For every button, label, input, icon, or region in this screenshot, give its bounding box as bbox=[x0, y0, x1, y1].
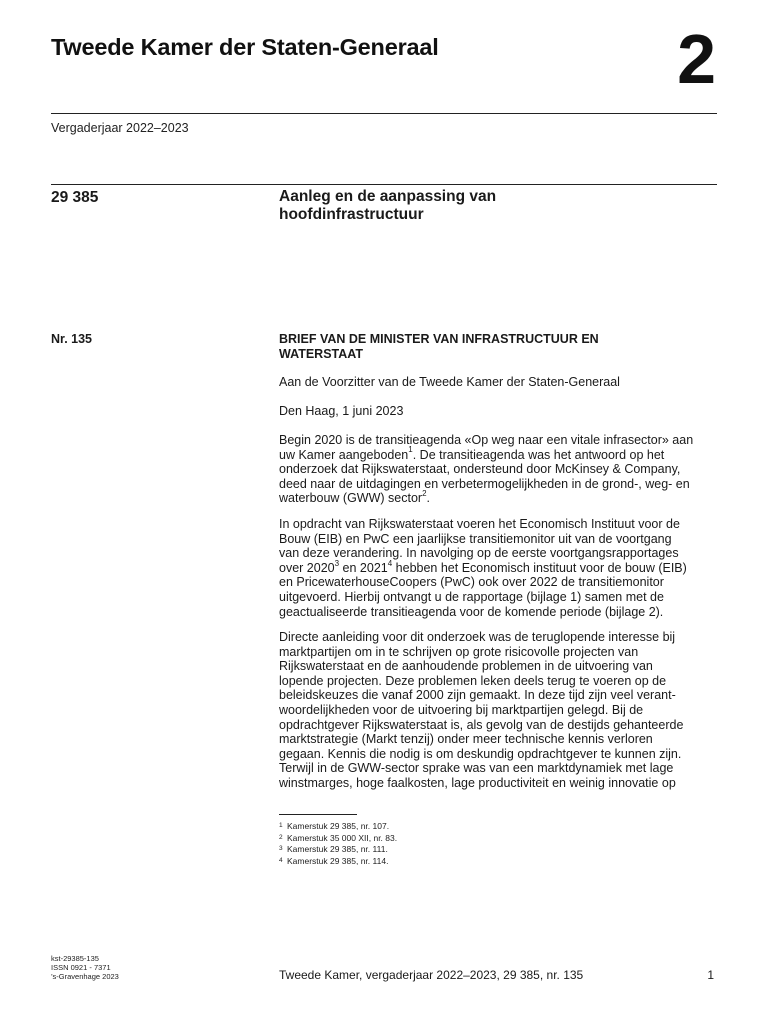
text-line: Directe aanleiding voor dit onderzoek was de teruglopende interesse bij bbox=[279, 630, 676, 644]
text-line bbox=[279, 558, 719, 576]
issn: ISSN 0921 - 7371 bbox=[51, 963, 111, 972]
footnote-divider bbox=[279, 814, 357, 815]
footnote-text: Kamerstuk 35 000 XII, nr. 83. bbox=[287, 832, 398, 843]
footer-reference: Tweede Kamer, vergaderjaar 2022–2023, 29 385, nr. 135 bbox=[279, 968, 584, 982]
footnote bbox=[279, 833, 397, 845]
kst-id: kst-29385-135 bbox=[51, 954, 99, 963]
text-line bbox=[279, 491, 719, 506]
dossier-title-line: hoofdinfrastructuur bbox=[279, 206, 424, 223]
text-line: woordelijkheden voor de uitvoering bij marktpartijen gelegd. Bij de bbox=[279, 702, 644, 717]
text-line: opdrachtgever Rijkswaterstaat is, als gevolg van de destijds gehanteerde bbox=[279, 717, 684, 732]
page-number: 1 bbox=[707, 968, 714, 982]
text-span: uw Kamer aangeboden bbox=[279, 447, 409, 462]
text-span: . bbox=[426, 491, 431, 506]
text-line: marktstrategie (Markt tenzij) onder meer technische kennis verloren bbox=[279, 732, 653, 747]
dateline: Den Haag, 1 juni 2023 bbox=[279, 404, 404, 418]
publication-place: ’s-Gravenhage 2023 bbox=[51, 972, 119, 981]
paragraph-monitor bbox=[279, 517, 719, 619]
text-line: lopende projecten. Deze problemen leken deels terug te voeren op de bbox=[279, 673, 667, 688]
text-line: Terwijl in de GWW-sector sprake was van een marktdynamiek met lage bbox=[279, 761, 674, 776]
footnote-ref[interactable]: 4 bbox=[387, 558, 393, 568]
paragraph-intro bbox=[279, 433, 719, 506]
paragraph-background bbox=[279, 630, 719, 791]
header-divider bbox=[51, 113, 717, 114]
footnote bbox=[279, 844, 397, 856]
institution-title: Tweede Kamer der Staten-Generaal bbox=[51, 34, 439, 60]
dossier-number: 29 385 bbox=[51, 189, 99, 206]
text-span: over 2020 bbox=[279, 560, 335, 575]
footnote-number: 2 bbox=[279, 833, 283, 841]
text-line: uitgevoerd. Hierbij ontvangt u de rapportage (bijlage 1) samen met de bbox=[279, 589, 664, 604]
text-line: marktpartijen om in te schrijven op grote risicovolle projecten van bbox=[279, 644, 639, 659]
footnote-text: Kamerstuk 29 385, nr. 111. bbox=[287, 844, 388, 855]
text-line: Rijkswaterstaat en de aanhoudende problemen in de uitvoering van bbox=[279, 659, 653, 674]
dossier-divider bbox=[51, 184, 717, 185]
dossier-title bbox=[279, 188, 679, 224]
text-span: waterbouw (GWW) sector bbox=[279, 491, 423, 506]
letter-title-line: WATERSTAAT bbox=[279, 347, 364, 361]
text-line bbox=[279, 445, 719, 463]
session-year: Vergaderjaar 2022–2023 bbox=[51, 121, 189, 135]
text-line: onderzoek dat Rijkswaterstaat, ondersteund door McKinsey & Company, bbox=[279, 462, 681, 477]
text-line: Bouw (EIB) en PwC een jaarlijkse transitiemonitor uit van de voortgang bbox=[279, 531, 672, 546]
text-line: In opdracht van Rijkswaterstaat voeren het Economisch Instituut voor de bbox=[279, 517, 680, 531]
footnotes bbox=[279, 821, 397, 867]
text-line: en PricewaterhouseCoopers (PwC) ook over 2022 de transitiemonitor bbox=[279, 575, 664, 590]
footnote-number: 3 bbox=[279, 845, 283, 853]
text-span: hebben het Economisch instituut voor de bouw (EIB) bbox=[392, 560, 687, 575]
footnote-ref[interactable]: 2 bbox=[422, 489, 427, 499]
text-line: winstmarges, hoge faalkosten, lage productiviteit en weinig innovatie op bbox=[279, 775, 676, 790]
letter-title-line: BRIEF VAN DE MINISTER VAN INFRASTRUCTUUR EN bbox=[279, 332, 599, 346]
document-number: Nr. 135 bbox=[51, 332, 93, 346]
text-line: geactualiseerde transitieagenda voor de komende periode (bijlage 2). bbox=[279, 604, 664, 619]
addressee: Aan de Voorzitter van de Tweede Kamer der Staten-Generaal bbox=[279, 375, 620, 389]
footnote-number: 4 bbox=[279, 856, 283, 864]
footnote-text: Kamerstuk 29 385, nr. 114. bbox=[287, 855, 389, 866]
text-span: . De transitieagenda was het antwoord op het bbox=[412, 447, 665, 462]
footnote-text: Kamerstuk 29 385, nr. 107. bbox=[287, 821, 390, 831]
footnote-number: 1 bbox=[279, 822, 283, 829]
chamber-number: 2 bbox=[677, 20, 716, 98]
publication-meta bbox=[51, 954, 119, 981]
footnote bbox=[279, 856, 397, 868]
text-line: van deze verandering. In navolging op de eerste voortgangsrapportages bbox=[279, 546, 679, 561]
text-line: Begin 2020 is de transitieagenda «Op weg naar een vitale infrasector» aan bbox=[279, 433, 694, 447]
footnote-ref[interactable]: 3 bbox=[334, 558, 340, 568]
text-line: gegaan. Kennis die nodig is om deskundig opdrachtgever te kunnen zijn. bbox=[279, 746, 682, 761]
letter-title bbox=[279, 332, 709, 362]
text-line: deed naar de uitdagingen en verbetermogelijkheden in de grond-, weg- en bbox=[279, 476, 690, 491]
text-span: en 2021 bbox=[339, 560, 388, 575]
footnote bbox=[279, 821, 397, 833]
dossier-title-line: Aanleg en de aanpassing van bbox=[279, 188, 497, 205]
text-line: beleidskeuzes die vanaf 2000 zijn gemaakt. In deze tijd zijn veel verant- bbox=[279, 688, 676, 703]
footnote-ref[interactable]: 1 bbox=[408, 445, 413, 455]
